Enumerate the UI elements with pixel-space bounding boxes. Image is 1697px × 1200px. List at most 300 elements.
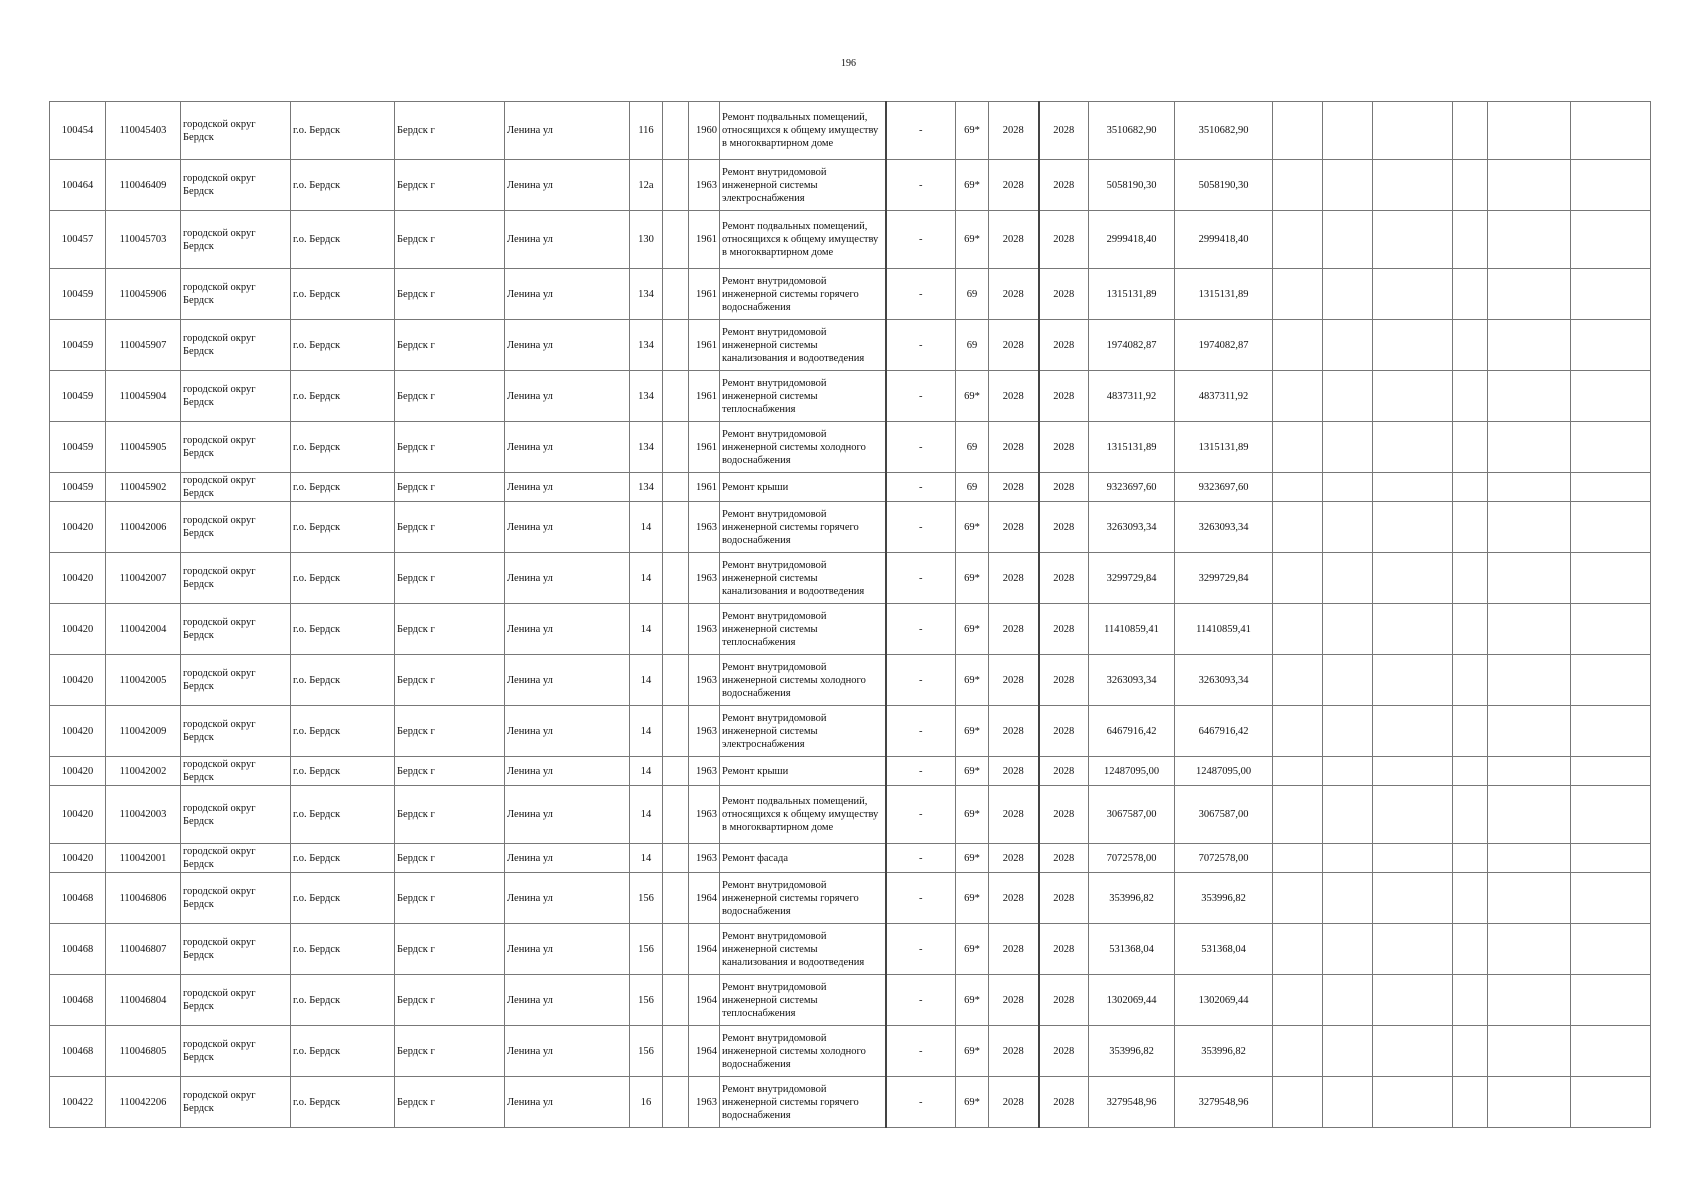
cell-build-year: 1963 — [689, 553, 720, 604]
cell-empty — [1488, 844, 1571, 873]
cell-cost-fund: 5058190,30 — [1175, 160, 1273, 211]
cell-municipality: городской округ Бердск — [181, 786, 291, 844]
cell-empty — [1488, 1077, 1571, 1128]
cell-dash: - — [886, 975, 956, 1026]
cell-work-code: 110045905 — [106, 422, 181, 473]
cell-build-year: 1961 — [689, 473, 720, 502]
cell-record-id: 100459 — [50, 320, 106, 371]
cell-cost-fund: 12487095,00 — [1175, 757, 1273, 786]
cell-record-id: 100422 — [50, 1077, 106, 1128]
cell-indicator: 69* — [956, 975, 989, 1026]
cell-year-end: 2028 — [1039, 604, 1089, 655]
cell-empty — [1488, 786, 1571, 844]
cell-build-year: 1964 — [689, 975, 720, 1026]
cell-year-start: 2028 — [989, 786, 1039, 844]
cell-work-type: Ремонт внутридомовой инженерной системы горячего водоснабжения — [720, 1077, 886, 1128]
cell-cost-total: 353996,82 — [1089, 1026, 1175, 1077]
cell-empty — [1453, 371, 1488, 422]
cell-record-id: 100468 — [50, 975, 106, 1026]
cell-cost-total: 1974082,87 — [1089, 320, 1175, 371]
cell-indicator: 69* — [956, 604, 989, 655]
cell-work-type: Ремонт внутридомовой инженерной системы горячего водоснабжения — [720, 269, 886, 320]
cell-build-year: 1963 — [689, 502, 720, 553]
cell-indicator: 69* — [956, 102, 989, 160]
cell-work-code: 110042206 — [106, 1077, 181, 1128]
cell-empty — [1273, 786, 1323, 844]
cell-work-code: 110046409 — [106, 160, 181, 211]
cell-building — [663, 924, 689, 975]
cell-district: г.о. Бердск — [291, 975, 395, 1026]
cell-cost-total: 3510682,90 — [1089, 102, 1175, 160]
cell-empty — [1453, 1077, 1488, 1128]
cell-house: 156 — [630, 873, 663, 924]
cell-empty — [1373, 924, 1453, 975]
cell-work-code: 110042004 — [106, 604, 181, 655]
cell-house: 134 — [630, 371, 663, 422]
cell-indicator: 69 — [956, 473, 989, 502]
cell-cost-total: 5058190,30 — [1089, 160, 1175, 211]
cell-dash: - — [886, 102, 956, 160]
cell-cost-total: 12487095,00 — [1089, 757, 1175, 786]
cell-district: г.о. Бердск — [291, 269, 395, 320]
cell-house: 134 — [630, 320, 663, 371]
cell-indicator: 69* — [956, 706, 989, 757]
table-row — [50, 844, 1651, 873]
cell-house: 12а — [630, 160, 663, 211]
cell-work-type: Ремонт внутридомовой инженерной системы теплоснабжения — [720, 975, 886, 1026]
cell-empty — [1571, 473, 1651, 502]
cell-year-start: 2028 — [989, 473, 1039, 502]
table-row — [50, 553, 1651, 604]
cell-municipality: городской округ Бердск — [181, 604, 291, 655]
cell-empty — [1571, 320, 1651, 371]
cell-street: Ленина ул — [505, 320, 630, 371]
cell-empty — [1571, 655, 1651, 706]
table-row — [50, 655, 1651, 706]
cell-year-start: 2028 — [989, 604, 1039, 655]
cell-empty — [1323, 371, 1373, 422]
cell-empty — [1571, 604, 1651, 655]
cell-indicator: 69* — [956, 844, 989, 873]
cell-record-id: 100454 — [50, 102, 106, 160]
cell-cost-total: 531368,04 — [1089, 924, 1175, 975]
cell-empty — [1373, 553, 1453, 604]
cell-dash: - — [886, 844, 956, 873]
cell-work-type: Ремонт внутридомовой инженерной системы теплоснабжения — [720, 604, 886, 655]
table-row — [50, 473, 1651, 502]
cell-district: г.о. Бердск — [291, 757, 395, 786]
cell-cost-fund: 531368,04 — [1175, 924, 1273, 975]
cell-municipality: городской округ Бердск — [181, 1026, 291, 1077]
cell-empty — [1571, 1026, 1651, 1077]
cell-build-year: 1964 — [689, 873, 720, 924]
cell-settlement: Бердск г — [395, 975, 505, 1026]
cell-cost-total: 3299729,84 — [1089, 553, 1175, 604]
cell-house: 116 — [630, 102, 663, 160]
cell-year-end: 2028 — [1039, 1077, 1089, 1128]
cell-empty — [1571, 1077, 1651, 1128]
cell-cost-fund: 3067587,00 — [1175, 786, 1273, 844]
cell-municipality: городской округ Бердск — [181, 873, 291, 924]
table-row — [50, 102, 1651, 160]
cell-empty — [1273, 924, 1323, 975]
cell-year-start: 2028 — [989, 553, 1039, 604]
cell-empty — [1373, 102, 1453, 160]
cell-dash: - — [886, 269, 956, 320]
cell-settlement: Бердск г — [395, 102, 505, 160]
cell-year-end: 2028 — [1039, 975, 1089, 1026]
cell-empty — [1571, 757, 1651, 786]
cell-dash: - — [886, 786, 956, 844]
cell-empty — [1453, 269, 1488, 320]
cell-district: г.о. Бердск — [291, 320, 395, 371]
table-row — [50, 786, 1651, 844]
cell-house: 14 — [630, 553, 663, 604]
cell-settlement: Бердск г — [395, 604, 505, 655]
cell-work-code: 110046806 — [106, 873, 181, 924]
cell-building — [663, 473, 689, 502]
cell-cost-fund: 3279548,96 — [1175, 1077, 1273, 1128]
table-row — [50, 422, 1651, 473]
cell-settlement: Бердск г — [395, 473, 505, 502]
cell-house: 16 — [630, 1077, 663, 1128]
cell-work-code: 110045703 — [106, 211, 181, 269]
cell-dash: - — [886, 1026, 956, 1077]
cell-indicator: 69* — [956, 757, 989, 786]
cell-cost-fund: 1974082,87 — [1175, 320, 1273, 371]
cell-work-type: Ремонт фасада — [720, 844, 886, 873]
cell-cost-total: 4837311,92 — [1089, 371, 1175, 422]
cell-district: г.о. Бердск — [291, 102, 395, 160]
cell-district: г.о. Бердск — [291, 1077, 395, 1128]
cell-building — [663, 1077, 689, 1128]
cell-settlement: Бердск г — [395, 502, 505, 553]
cell-empty — [1571, 211, 1651, 269]
cell-record-id: 100420 — [50, 786, 106, 844]
cell-empty — [1488, 502, 1571, 553]
table-row — [50, 371, 1651, 422]
cell-district: г.о. Бердск — [291, 160, 395, 211]
cell-dash: - — [886, 1077, 956, 1128]
cell-work-code: 110046804 — [106, 975, 181, 1026]
cell-building — [663, 371, 689, 422]
cell-cost-fund: 3510682,90 — [1175, 102, 1273, 160]
cell-work-code: 110046807 — [106, 924, 181, 975]
cell-empty — [1273, 553, 1323, 604]
cell-year-start: 2028 — [989, 975, 1039, 1026]
cell-empty — [1453, 102, 1488, 160]
cell-indicator: 69 — [956, 320, 989, 371]
cell-empty — [1373, 706, 1453, 757]
cell-municipality: городской округ Бердск — [181, 924, 291, 975]
cell-settlement: Бердск г — [395, 786, 505, 844]
cell-work-type: Ремонт подвальных помещений, относящихся к общему имуществу в многоквартирном доме — [720, 102, 886, 160]
cell-empty — [1571, 975, 1651, 1026]
cell-empty — [1453, 604, 1488, 655]
cell-empty — [1273, 320, 1323, 371]
cell-cost-total: 9323697,60 — [1089, 473, 1175, 502]
cell-empty — [1273, 604, 1323, 655]
cell-build-year: 1961 — [689, 371, 720, 422]
cell-municipality: городской округ Бердск — [181, 473, 291, 502]
cell-street: Ленина ул — [505, 553, 630, 604]
cell-work-type: Ремонт подвальных помещений, относящихся к общему имуществу в многоквартирном доме — [720, 211, 886, 269]
cell-cost-fund: 6467916,42 — [1175, 706, 1273, 757]
cell-cost-fund: 9323697,60 — [1175, 473, 1273, 502]
cell-empty — [1488, 1026, 1571, 1077]
cell-street: Ленина ул — [505, 844, 630, 873]
cell-settlement: Бердск г — [395, 924, 505, 975]
cell-work-type: Ремонт внутридомовой инженерной системы холодного водоснабжения — [720, 422, 886, 473]
cell-empty — [1488, 473, 1571, 502]
cell-settlement: Бердск г — [395, 655, 505, 706]
cell-settlement: Бердск г — [395, 706, 505, 757]
cell-empty — [1323, 706, 1373, 757]
cell-empty — [1373, 786, 1453, 844]
cell-empty — [1453, 473, 1488, 502]
cell-cost-total: 3263093,34 — [1089, 502, 1175, 553]
cell-cost-fund: 3263093,34 — [1175, 655, 1273, 706]
cell-settlement: Бердск г — [395, 269, 505, 320]
cell-empty — [1273, 211, 1323, 269]
cell-year-end: 2028 — [1039, 1026, 1089, 1077]
cell-cost-total: 1315131,89 — [1089, 422, 1175, 473]
cell-record-id: 100468 — [50, 924, 106, 975]
cell-empty — [1323, 924, 1373, 975]
table-row — [50, 502, 1651, 553]
cell-empty — [1373, 422, 1453, 473]
table-row — [50, 604, 1651, 655]
cell-dash: - — [886, 371, 956, 422]
cell-empty — [1488, 924, 1571, 975]
cell-empty — [1571, 786, 1651, 844]
cell-street: Ленина ул — [505, 160, 630, 211]
cell-dash: - — [886, 873, 956, 924]
cell-district: г.о. Бердск — [291, 604, 395, 655]
cell-district: г.о. Бердск — [291, 553, 395, 604]
cell-work-type: Ремонт внутридомовой инженерной системы теплоснабжения — [720, 371, 886, 422]
cell-indicator: 69* — [956, 1026, 989, 1077]
cell-municipality: городской округ Бердск — [181, 269, 291, 320]
cell-municipality: городской округ Бердск — [181, 320, 291, 371]
cell-empty — [1453, 1026, 1488, 1077]
cell-record-id: 100420 — [50, 553, 106, 604]
table-row — [50, 924, 1651, 975]
cell-work-code: 110045906 — [106, 269, 181, 320]
cell-work-type: Ремонт внутридомовой инженерной системы холодного водоснабжения — [720, 655, 886, 706]
cell-empty — [1323, 102, 1373, 160]
cell-building — [663, 320, 689, 371]
cell-year-start: 2028 — [989, 757, 1039, 786]
cell-year-end: 2028 — [1039, 160, 1089, 211]
cell-empty — [1273, 873, 1323, 924]
cell-empty — [1323, 269, 1373, 320]
cell-empty — [1273, 102, 1323, 160]
cell-work-code: 110042003 — [106, 786, 181, 844]
cell-work-type: Ремонт крыши — [720, 757, 886, 786]
cell-empty — [1488, 422, 1571, 473]
cell-empty — [1323, 160, 1373, 211]
cell-empty — [1323, 873, 1373, 924]
cell-empty — [1373, 655, 1453, 706]
cell-empty — [1453, 786, 1488, 844]
cell-settlement: Бердск г — [395, 422, 505, 473]
cell-settlement: Бердск г — [395, 160, 505, 211]
cell-record-id: 100420 — [50, 655, 106, 706]
cell-cost-total: 3279548,96 — [1089, 1077, 1175, 1128]
cell-empty — [1273, 160, 1323, 211]
cell-empty — [1453, 873, 1488, 924]
cell-year-end: 2028 — [1039, 502, 1089, 553]
cell-indicator: 69* — [956, 786, 989, 844]
cell-build-year: 1963 — [689, 706, 720, 757]
cell-empty — [1373, 473, 1453, 502]
cell-dash: - — [886, 924, 956, 975]
cell-cost-fund: 3263093,34 — [1175, 502, 1273, 553]
cell-year-end: 2028 — [1039, 269, 1089, 320]
cell-house: 156 — [630, 1026, 663, 1077]
cell-record-id: 100420 — [50, 604, 106, 655]
cell-empty — [1571, 269, 1651, 320]
cell-cost-fund: 1302069,44 — [1175, 975, 1273, 1026]
cell-empty — [1373, 502, 1453, 553]
cell-indicator: 69 — [956, 269, 989, 320]
cell-empty — [1373, 160, 1453, 211]
table-row — [50, 873, 1651, 924]
cell-district: г.о. Бердск — [291, 1026, 395, 1077]
cell-indicator: 69* — [956, 1077, 989, 1128]
cell-dash: - — [886, 473, 956, 502]
cell-cost-fund: 11410859,41 — [1175, 604, 1273, 655]
cell-street: Ленина ул — [505, 975, 630, 1026]
cell-record-id: 100459 — [50, 422, 106, 473]
cell-year-end: 2028 — [1039, 553, 1089, 604]
cell-empty — [1323, 502, 1373, 553]
cell-street: Ленина ул — [505, 757, 630, 786]
cell-work-code: 110042001 — [106, 844, 181, 873]
cell-municipality: городской округ Бердск — [181, 1077, 291, 1128]
cell-build-year: 1963 — [689, 844, 720, 873]
cell-empty — [1273, 975, 1323, 1026]
cell-build-year: 1960 — [689, 102, 720, 160]
cell-municipality: городской округ Бердск — [181, 422, 291, 473]
cell-empty — [1323, 1026, 1373, 1077]
cell-cost-total: 3067587,00 — [1089, 786, 1175, 844]
cell-year-start: 2028 — [989, 1026, 1039, 1077]
cell-street: Ленина ул — [505, 655, 630, 706]
cell-cost-fund: 353996,82 — [1175, 873, 1273, 924]
cell-settlement: Бердск г — [395, 844, 505, 873]
cell-empty — [1453, 502, 1488, 553]
cell-work-code: 110046805 — [106, 1026, 181, 1077]
cell-indicator: 69* — [956, 160, 989, 211]
cell-empty — [1571, 371, 1651, 422]
cell-empty — [1571, 502, 1651, 553]
cell-year-start: 2028 — [989, 873, 1039, 924]
cell-cost-total: 3263093,34 — [1089, 655, 1175, 706]
cell-building — [663, 975, 689, 1026]
table-row — [50, 1077, 1651, 1128]
cell-building — [663, 604, 689, 655]
cell-work-type: Ремонт внутридомовой инженерной системы горячего водоснабжения — [720, 873, 886, 924]
cell-empty — [1571, 706, 1651, 757]
cell-indicator: 69* — [956, 211, 989, 269]
cell-work-code: 110042002 — [106, 757, 181, 786]
cell-cost-total: 353996,82 — [1089, 873, 1175, 924]
cell-house: 156 — [630, 975, 663, 1026]
table-row — [50, 706, 1651, 757]
cell-empty — [1488, 269, 1571, 320]
table-row — [50, 757, 1651, 786]
cell-cost-fund: 1315131,89 — [1175, 422, 1273, 473]
cell-work-code: 110045907 — [106, 320, 181, 371]
cell-dash: - — [886, 757, 956, 786]
cell-empty — [1453, 844, 1488, 873]
cell-empty — [1488, 553, 1571, 604]
cell-building — [663, 502, 689, 553]
cell-district: г.о. Бердск — [291, 655, 395, 706]
cell-building — [663, 422, 689, 473]
cell-municipality: городской округ Бердск — [181, 102, 291, 160]
cell-building — [663, 757, 689, 786]
cell-empty — [1488, 320, 1571, 371]
cell-empty — [1453, 924, 1488, 975]
cell-empty — [1273, 502, 1323, 553]
cell-empty — [1373, 844, 1453, 873]
cell-building — [663, 786, 689, 844]
page-number: 196 — [841, 58, 856, 69]
cell-district: г.о. Бердск — [291, 502, 395, 553]
cell-house: 14 — [630, 655, 663, 706]
cell-empty — [1323, 844, 1373, 873]
cell-empty — [1273, 844, 1323, 873]
cell-year-start: 2028 — [989, 706, 1039, 757]
cell-empty — [1571, 160, 1651, 211]
cell-year-end: 2028 — [1039, 320, 1089, 371]
cell-street: Ленина ул — [505, 269, 630, 320]
cell-settlement: Бердск г — [395, 873, 505, 924]
cell-build-year: 1964 — [689, 924, 720, 975]
cell-empty — [1273, 655, 1323, 706]
cell-street: Ленина ул — [505, 1077, 630, 1128]
cell-empty — [1488, 160, 1571, 211]
cell-empty — [1488, 706, 1571, 757]
cell-empty — [1373, 975, 1453, 1026]
cell-year-end: 2028 — [1039, 786, 1089, 844]
cell-empty — [1488, 604, 1571, 655]
cell-empty — [1323, 211, 1373, 269]
cell-record-id: 100464 — [50, 160, 106, 211]
cell-build-year: 1963 — [689, 604, 720, 655]
cell-empty — [1323, 473, 1373, 502]
cell-record-id: 100459 — [50, 269, 106, 320]
table-row — [50, 211, 1651, 269]
cell-record-id: 100468 — [50, 1026, 106, 1077]
cell-house: 14 — [630, 502, 663, 553]
cell-build-year: 1963 — [689, 786, 720, 844]
cell-indicator: 69* — [956, 924, 989, 975]
cell-build-year: 1963 — [689, 160, 720, 211]
cell-empty — [1373, 320, 1453, 371]
cell-street: Ленина ул — [505, 422, 630, 473]
cell-empty — [1323, 975, 1373, 1026]
cell-year-start: 2028 — [989, 655, 1039, 706]
cell-empty — [1373, 269, 1453, 320]
cell-work-type: Ремонт внутридомовой инженерной системы электроснабжения — [720, 160, 886, 211]
cell-house: 14 — [630, 604, 663, 655]
cell-record-id: 100468 — [50, 873, 106, 924]
cell-empty — [1323, 1077, 1373, 1128]
